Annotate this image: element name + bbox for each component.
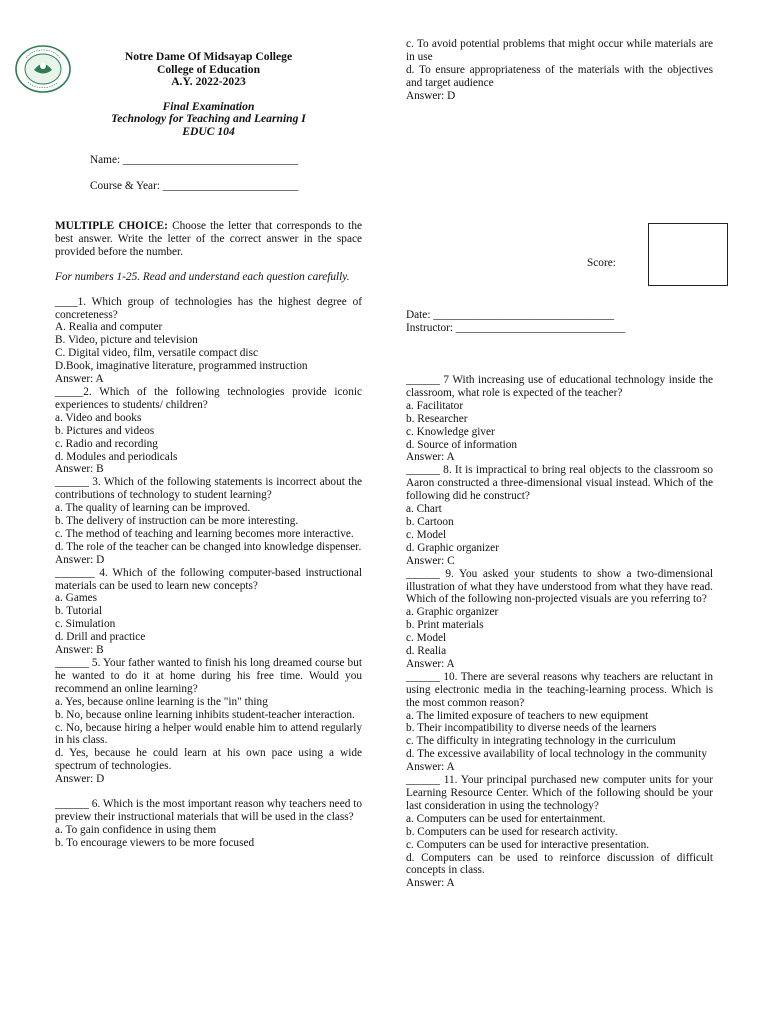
answer-q6: Answer: D (406, 89, 456, 102)
question-item (55, 296, 362, 386)
question-answer: Answer: C (406, 554, 455, 567)
course-code: EDUC 104 (182, 124, 235, 138)
question-option: a. The limited exposure of teachers to new equipment (406, 709, 649, 722)
option-c-q6: c. To avoid potential problems that might occur while materials are in use (406, 38, 713, 63)
question-answer: Answer: D (55, 773, 105, 786)
question-option: a. Chart (406, 503, 442, 516)
question-stem: ______ 6. Which is the most important reason why teachers need to preview their instructional materials that will be used in the class? (55, 798, 362, 823)
question-option: b. Tutorial (55, 605, 103, 618)
question-item (406, 671, 713, 774)
question-answer: Answer: A (406, 877, 455, 890)
question-option: b. Researcher (406, 412, 468, 425)
question-option: b. The delivery of instruction can be more interesting. (55, 515, 299, 528)
question-stem: _______ 4. Which of the following computer-based instructional materials can be used to learn new concepts? (55, 566, 362, 592)
question-option: b. Pictures and videos (55, 424, 155, 437)
question-stem: ______ 11. Your principal purchased new computer units for your Learning Resource Center. Which of the following should be your last consideration in using the technology? (406, 774, 713, 812)
question-option: c. Computers can be used for interactive presentation. (406, 838, 650, 851)
question-option: D.Book, imaginative literature, programmed instruction (55, 360, 308, 373)
question-stem: ______ 10. There are several reasons why teachers are reluctant in using electronic media in the teaching-learning process. Which is the most common reason? (406, 670, 713, 709)
question-option: c. The difficulty in integrating technology in the curriculum (406, 735, 676, 748)
question-item (406, 374, 713, 464)
question-option: a. Video and books (55, 411, 142, 424)
instructions-text: Choose the letter that corresponds to the best answer. Write the letter of the correct answer in the space provided before the number. (55, 220, 362, 258)
question-item (55, 798, 362, 850)
question-option: d. Drill and practice (55, 631, 146, 644)
score-label: Score: (587, 257, 616, 269)
question-option: c. Radio and recording (55, 437, 158, 450)
course-year-field[interactable]: Course & Year: ________________________ (90, 180, 299, 192)
left-question-list (55, 296, 362, 850)
question-option: d. Graphic organizer (406, 541, 499, 554)
question-option: d. Computers can be used to reinforce discussion of difficult concepts in class. (406, 851, 713, 877)
question-option: a. Computers can be used for entertainment. (406, 812, 606, 825)
question-stem: _____2. Which of the following technologies provide iconic experiences to students/ children? (55, 385, 362, 411)
question-answer: Answer: B (55, 463, 104, 476)
question-option: d. Yes, because he could learn at his own pace using a wide spectrum of technologies. (55, 747, 362, 773)
question-option: a. The quality of learning can be improved. (55, 502, 251, 515)
exam-header (55, 51, 362, 139)
question-option: d. Source of information (406, 438, 518, 451)
question-answer: Answer: B (55, 644, 104, 657)
question-option: c. Simulation (55, 618, 116, 631)
right-column (406, 374, 713, 890)
question-option: a. To gain confidence in using them (55, 823, 217, 836)
question-answer: Answer: A (406, 761, 455, 774)
question-option: b. Print materials (406, 619, 484, 632)
question-item (55, 476, 362, 566)
right-question-list (406, 374, 713, 890)
school-name: Notre Dame Of Midsayap College (124, 50, 293, 63)
question-stem: ______ 8. It is impractical to bring real objects to the classroom so Aaron constructed a three-dimensional visual instead. Which of the following did he construct? (406, 464, 713, 503)
question-option: b. Cartoon (406, 515, 454, 528)
question-option: c. The method of teaching and learning becomes more interactive. (55, 527, 354, 540)
name-field[interactable]: Name: _______________________________ (90, 154, 299, 166)
question-option: c. Model (406, 632, 447, 645)
question-stem: ______ 3. Which of the following statements is incorrect about the contributions of technology to student learning? (55, 476, 362, 502)
question-answer: Answer: A (406, 657, 455, 670)
question-stem: ______ 7 With increasing use of educational technology inside the classroom, what role is expected of the teacher? (406, 374, 713, 399)
question-option: d. Realia (406, 645, 447, 658)
question-stem: ______ 9. You asked your students to show a two-dimensional illustration of what they have understood from what they have read. Which of the following non-projected visuals are you referring to? (406, 567, 713, 606)
college-name: College of Education (156, 62, 261, 76)
question-item (55, 567, 362, 657)
question-item (406, 568, 713, 671)
right-top-continuation (406, 38, 713, 103)
question-item (406, 774, 713, 890)
score-box[interactable] (648, 223, 728, 286)
question-option: a. Yes, because online learning is the "in" thing (55, 695, 268, 708)
question-option: c. Model (406, 528, 447, 541)
instructor-field[interactable]: Instructor: ______________________________ (406, 322, 626, 334)
question-answer: Answer: A (406, 451, 455, 464)
question-answer: Answer: A (55, 373, 104, 386)
question-option: B. Video, picture and television (55, 334, 198, 347)
date-field[interactable]: Date: ________________________________ (406, 309, 615, 321)
question-option: d. The role of the teacher can be changed into knowledge dispenser. (55, 540, 362, 553)
instructions-note: For numbers 1-25. Read and understand each question carefully. (55, 270, 350, 283)
academic-year: A.Y. 2022-2023 (171, 75, 246, 89)
question-option: b. To encourage viewers to be more focused (55, 836, 255, 849)
question-item (55, 386, 362, 476)
left-column (55, 220, 362, 850)
question-option: d. The excessive availability of local technology in the community (406, 748, 707, 761)
question-option: a. Games (55, 592, 98, 605)
question-option: b. Their incompatibility to diverse needs of the learners (406, 722, 657, 735)
question-answer: Answer: D (55, 553, 105, 566)
question-stem: ____1. Which group of technologies has the highest degree of concreteness? (55, 295, 362, 321)
option-d-q6: d. To ensure appropriateness of the materials with the objectives and target audience (406, 63, 713, 89)
question-item (406, 464, 713, 567)
question-option: A. Realia and computer (55, 321, 163, 334)
question-item (55, 657, 362, 798)
question-option: C. Digital video, film, versatile compact disc (55, 347, 258, 360)
question-option: b. No, because online learning inhibits student-teacher interaction. (55, 708, 355, 721)
exam-title: Final Examination (162, 99, 255, 113)
question-option: c. No, because hiring a helper would enable him to attend regularly in his class. (55, 721, 362, 747)
question-stem: ______ 5. Your father wanted to finish his long dreamed course but he wanted to do it at home during his free time. Would you recommend an online learning? (55, 657, 362, 695)
question-option: a. Facilitator (406, 399, 464, 412)
instructions (55, 220, 362, 259)
question-option: c. Knowledge giver (406, 425, 495, 438)
question-option: a. Graphic organizer (406, 606, 499, 619)
course-title: Technology for Teaching and Learning I (111, 112, 306, 126)
question-option: d. Modules and periodicals (55, 450, 178, 463)
instructions-heading: MULTIPLE CHOICE: (55, 220, 168, 232)
question-option: b. Computers can be used for research activity. (406, 825, 618, 838)
